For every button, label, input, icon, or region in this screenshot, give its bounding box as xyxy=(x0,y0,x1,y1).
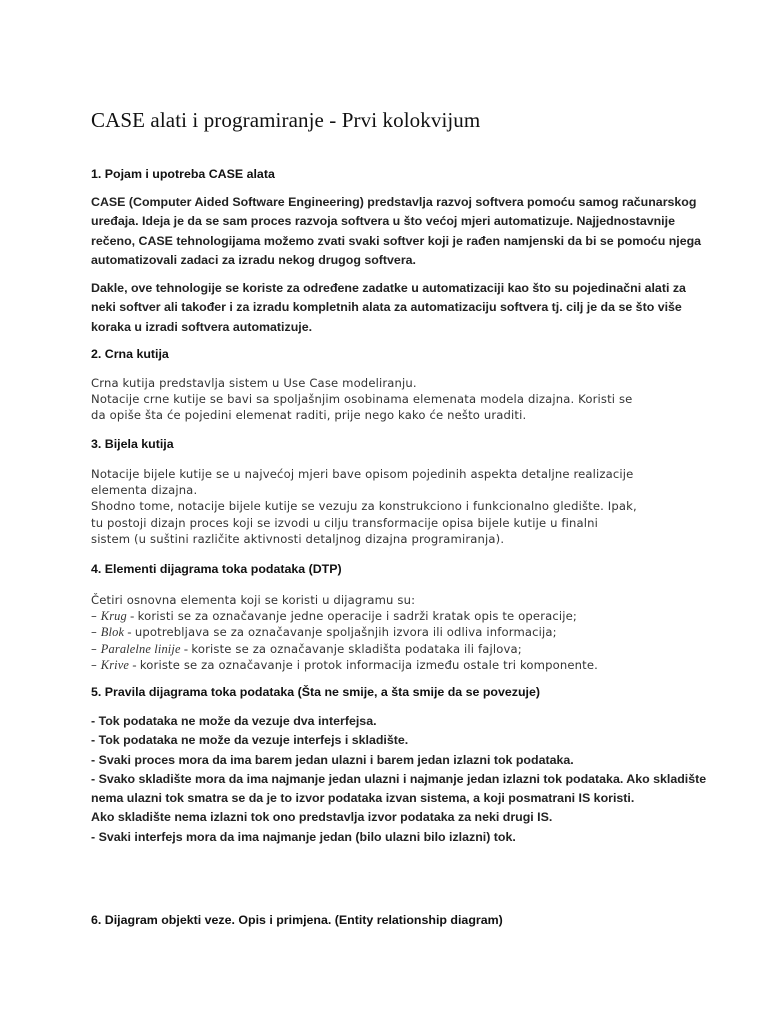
section-3-paragraph xyxy=(91,466,637,547)
list-item: – Krug - koristi se za označavanje jedne operacije i sadrži kratak opis te operacije; xyxy=(91,609,577,624)
section-6-heading: 6. Dijagram objekti veze. Opis i primjena. (Entity relationship diagram) xyxy=(91,913,503,927)
list-item: – Blok - upotrebljava se za označavanje spoljašnjih izvora ili odliva informacija; xyxy=(91,625,557,640)
text-line: Shodno tome, notacije bijele kutije se vezuju za konstrukciono i funkcionalno gledište. Ipak, xyxy=(91,499,637,514)
text-line: Notacije crne kutije se bavi sa spoljašnjim osobinama elemenata modela dizajna. Koristi se xyxy=(91,392,633,407)
section-5-heading: 5. Pravila dijagrama toka podataka (Šta ne smije, a šta smije da se povezuje) xyxy=(91,685,541,699)
list-item-term: Krive xyxy=(100,657,130,672)
document-title: CASE alati i programiranje - Prvi kolokvijum xyxy=(91,108,481,132)
text-line: neki softver ali također i za izradu kompletnih alata za automatizaciju softvera tj. cilj je da se što više xyxy=(91,300,682,315)
rule-line: Ako skladište nema izlazni tok ono predstavlja izvor podataka za neki drugi IS. xyxy=(91,810,553,825)
list-item-description: koriste se za označavanje i protok informacija između ostale tri komponente. xyxy=(139,657,598,672)
text-line: uređaja. Ideja je da se sam proces razvoja softvera u što većoj mjeri automatizuje. Najjednostavnije xyxy=(91,214,675,229)
text-line: sistem (u suštini različite aktivnosti detaljnog dizajna programiranja). xyxy=(91,531,505,546)
section-4-heading: 4. Elementi dijagrama toka podataka (DTP) xyxy=(91,562,342,576)
text-line: automatizovali zadaci za izradu nekog drugog softvera. xyxy=(91,252,416,267)
section-1-paragraph-1 xyxy=(91,193,701,270)
list-item-description: koriste se za označavanje skladišta podataka ili fajlova; xyxy=(191,641,522,656)
rule-line: - Tok podataka ne može da vezuje dva interfejsa. xyxy=(91,714,377,728)
section-2-heading: 2. Crna kutija xyxy=(91,347,169,361)
list-item-description: koristi se za označavanje jedne operacije i sadrži kratak opis te operacije; xyxy=(137,609,577,624)
text-line: Dakle, ove tehnologije se koriste za određene zadatke u automatizaciji kao što su pojedinačni alati za xyxy=(91,281,686,295)
section-5-rules xyxy=(91,712,706,847)
list-item-description: upotrebljava se za označavanje spoljašnjih izvora ili odliva informacija; xyxy=(134,625,557,640)
text-line: rečeno, CASE tehnologijama možemo zvati svaki softver koji je rađen namjenski da bi se pomoću njega xyxy=(91,233,702,248)
text-line: koraka u izradi softvera automatizuje. xyxy=(91,319,313,334)
section-3-heading: 3. Bijela kutija xyxy=(91,437,174,451)
text-line: CASE (Computer Aided Software Engineering) predstavlja razvoj softvera pomoću samog računarskog xyxy=(91,195,697,209)
section-1-paragraph-2 xyxy=(91,279,686,337)
list-item-term: Blok xyxy=(100,625,125,640)
rule-line: - Svako skladište mora da ima najmanje jedan ulazni i najmanje jedan izlazni tok podataka. Ako skladište xyxy=(91,771,707,786)
section-4-list xyxy=(91,592,598,673)
section-1-heading: 1. Pojam i upotreba CASE alata xyxy=(91,167,275,181)
rule-line: - Tok podataka ne može da vezuje interfejs i skladište. xyxy=(91,733,409,748)
text-line: elementa dizajna. xyxy=(91,483,198,498)
text-line: Notacije bijele kutije se u najvećoj mjeri bave opisom pojedinih aspekta detaljne realizacije xyxy=(91,467,634,481)
rule-line: - Svaki proces mora da ima barem jedan ulazni i barem jedan izlazni tok podataka. xyxy=(91,752,574,767)
text-line: tu postoji dizajn proces koji se izvodi u cilju transformacije opisa bijele kutije u finalni xyxy=(91,515,599,530)
rule-line: - Svaki interfejs mora da ima najmanje jedan (bilo ulazni bilo izlazni) tok. xyxy=(91,829,516,844)
text-line: da opiše šta će pojedini elemenat raditi, prije nego kako će nešto uraditi. xyxy=(91,408,527,423)
list-intro: Četiri osnovna elementa koji se koristi u dijagramu su: xyxy=(91,593,416,607)
list-item: – Krive - koriste se za označavanje i protok informacija između ostale tri komponente. xyxy=(91,657,598,672)
text-line: Crna kutija predstavlja sistem u Use Case modeliranju. xyxy=(91,376,417,390)
list-item-term: Paralelne linije xyxy=(100,641,181,656)
rule-line: nema ulazni tok smatra se da je to izvor podataka izvan sistema, a koji posmatrani IS koristi. xyxy=(91,791,635,806)
section-2-paragraph xyxy=(91,375,632,424)
list-item-term: Krug xyxy=(100,609,127,624)
list-item: – Paralelne linije - koriste se za označavanje skladišta podataka ili fajlova; xyxy=(91,641,522,656)
